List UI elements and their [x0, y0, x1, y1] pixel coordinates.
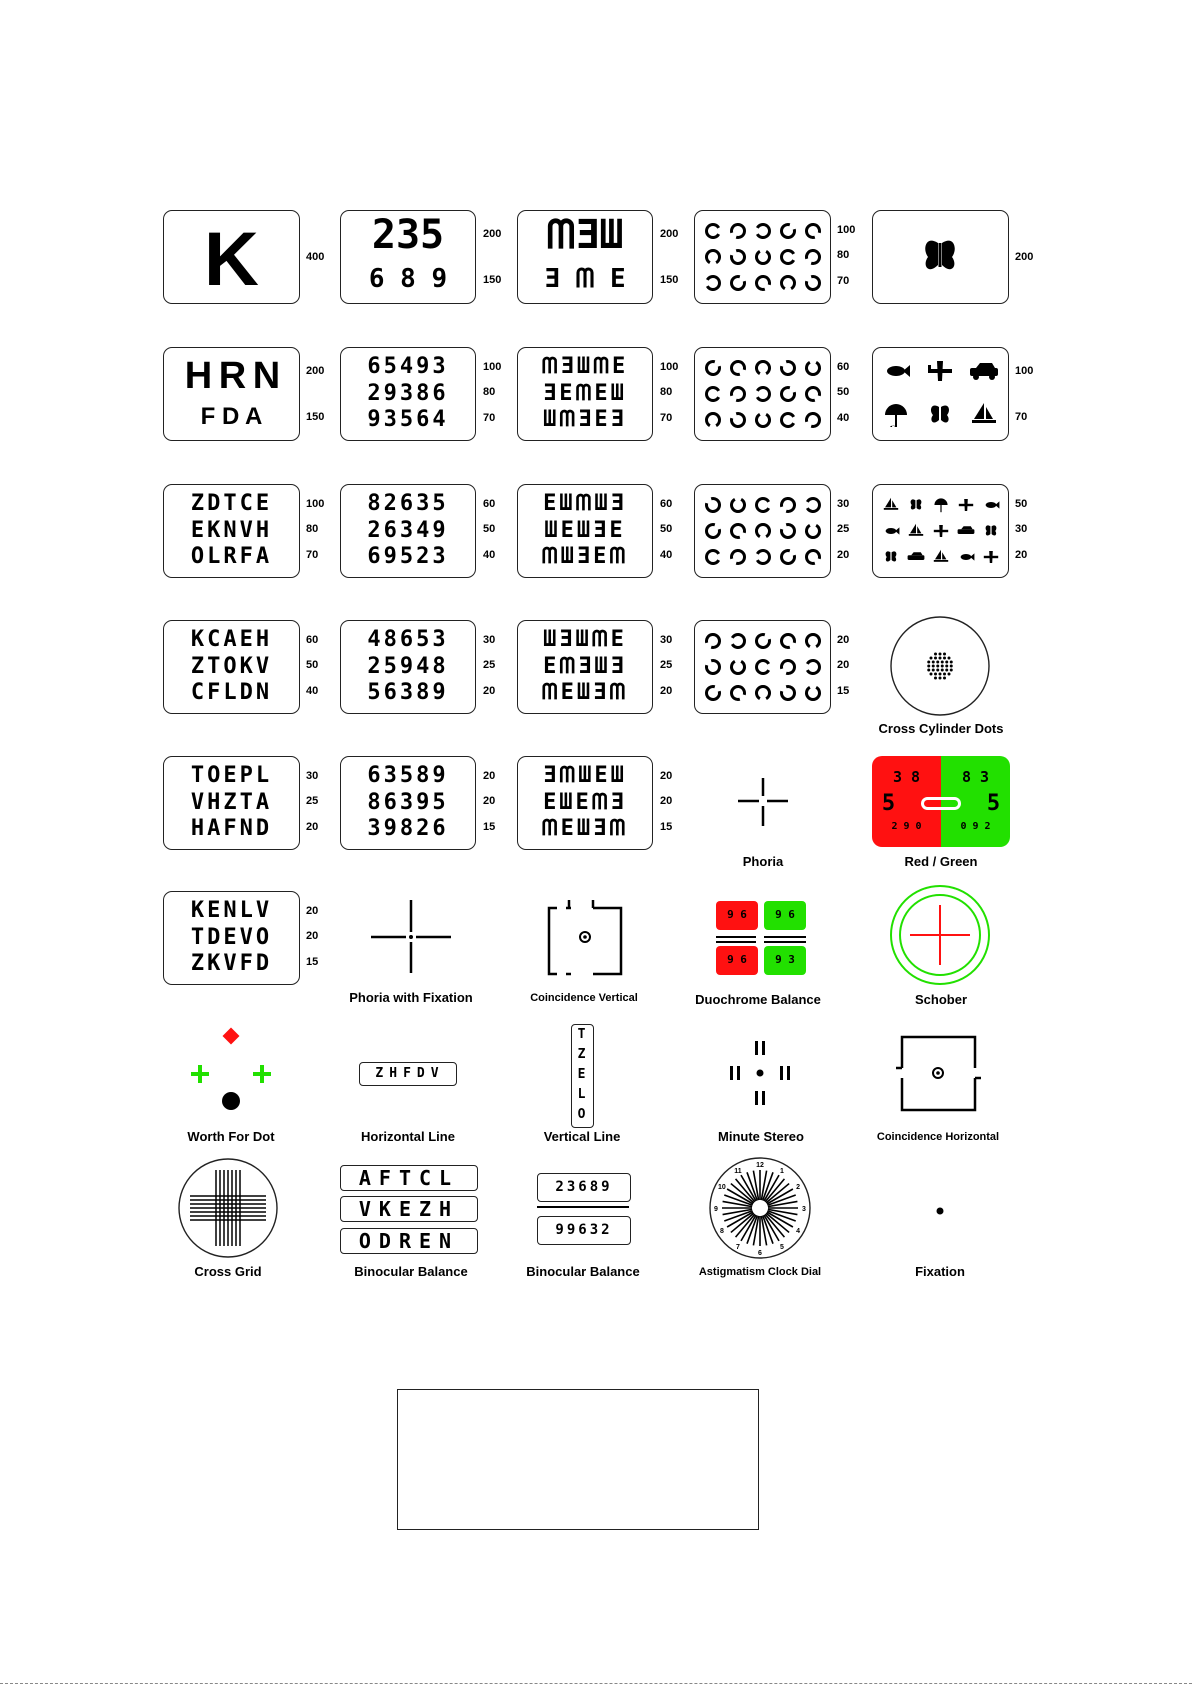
chart-row: CFLDN — [190, 680, 273, 705]
vertical-letter: E — [577, 1067, 586, 1082]
airplane-icon — [959, 499, 973, 511]
landolt-ring — [782, 551, 795, 564]
chart-row: ZDTCE — [190, 491, 273, 516]
chart-row: TDEVO — [190, 925, 273, 950]
landolt-ring — [757, 251, 770, 263]
chart-row: 65493 — [367, 354, 449, 379]
vertical-letter: O — [577, 1107, 586, 1122]
chart-row: Ǝ ᗰ E — [544, 264, 626, 294]
balance-row: AFTCL — [340, 1165, 478, 1191]
dot — [934, 657, 937, 660]
dial-number: 11 — [734, 1167, 742, 1175]
landolt-ring — [707, 635, 720, 648]
balance-row: VKEZH — [340, 1196, 478, 1222]
dot — [934, 653, 937, 656]
duochrome-text: 9 6 — [727, 908, 747, 921]
balance-row: 99632 — [537, 1216, 631, 1245]
acuity-label: 30 — [660, 634, 673, 646]
divider — [716, 936, 756, 938]
acuity-label: 20 — [306, 821, 319, 833]
landolt-ring — [807, 635, 820, 647]
chart-row: H R N — [184, 355, 279, 397]
landolt-ring — [732, 499, 745, 511]
caption: Coincidence Horizontal — [876, 1131, 1000, 1143]
dot — [930, 673, 933, 676]
acuity-label: 15 — [660, 821, 673, 833]
rg-text: 5 — [881, 791, 896, 816]
landolt-ring — [732, 414, 745, 427]
caption: Minute Stereo — [718, 1129, 804, 1144]
acuity-label: 70 — [660, 412, 673, 424]
landolt-ring — [807, 225, 820, 238]
coincidence-vertical-icon — [489, 895, 679, 995]
landolt-ring — [732, 661, 745, 673]
acuity-label: 80 — [483, 386, 496, 398]
phoria-fixation-cross-icon — [316, 895, 506, 995]
balance-row: 23689 — [537, 1173, 631, 1202]
chart-row: KCAEH — [190, 627, 273, 652]
acuity-label: 80 — [306, 523, 319, 535]
dot — [945, 669, 948, 672]
dial-number: 6 — [758, 1250, 762, 1257]
dot — [943, 657, 946, 660]
acuity-label: 100 — [306, 498, 325, 510]
chart-row: 235 — [371, 212, 445, 258]
caption: Horizontal Line — [361, 1129, 455, 1144]
landolt-ring — [782, 277, 795, 289]
acuity-label: 100 — [837, 224, 856, 236]
chart-row: 86395 — [367, 790, 449, 815]
caption: Binocular Balance — [354, 1264, 468, 1279]
acuity-label: 50 — [306, 659, 319, 671]
landolt-ring — [757, 225, 769, 238]
acuity-label: 200 — [306, 365, 325, 377]
clock-dial-icon — [665, 1158, 855, 1268]
landolt-ring — [807, 277, 820, 290]
acuity-label: 60 — [306, 634, 319, 646]
acuity-label: 70 — [483, 412, 496, 424]
duochrome-text: 9 6 — [727, 953, 747, 966]
caption: Cross Cylinder Dots — [878, 721, 1004, 736]
chart-row: 26349 — [367, 518, 449, 543]
landolt-ring — [782, 525, 795, 538]
worth-dots-icon — [136, 1030, 326, 1130]
chart-row: EШᗰШƎ — [543, 491, 627, 516]
acuity-label: 60 — [660, 498, 673, 510]
acuity-label: 40 — [660, 549, 673, 561]
dot — [932, 669, 935, 672]
landolt-ring — [782, 251, 794, 264]
acuity-label: 20 — [1015, 549, 1028, 561]
landolt-ring — [807, 525, 820, 537]
caption: Astigmatism Clock Dial — [698, 1266, 822, 1278]
caption: Vertical Line — [543, 1129, 621, 1144]
car-icon — [908, 552, 925, 560]
landolt-ring — [707, 251, 720, 263]
chart-row: ZTOKV — [190, 654, 273, 679]
fish-icon — [961, 553, 975, 560]
dot — [941, 669, 944, 672]
landolt-ring — [782, 414, 794, 427]
acuity-label: 70 — [837, 275, 850, 287]
landolt-ring — [757, 414, 770, 426]
landolt-ring — [707, 661, 720, 674]
rg-text: 2 9 0 — [891, 821, 922, 832]
car-icon — [958, 526, 975, 534]
acuity-label: 20 — [837, 634, 850, 646]
umbrella-icon — [885, 404, 907, 427]
dot — [934, 677, 937, 680]
caption: Worth For Dot — [187, 1129, 275, 1144]
butterfly-icon — [911, 499, 922, 509]
dial-number: 1 — [780, 1167, 784, 1175]
dot — [948, 657, 951, 660]
fixation-dot-icon — [845, 1158, 1035, 1268]
divider — [716, 941, 756, 943]
chart-row: 48653 — [367, 627, 449, 652]
acuity-label: 50 — [483, 523, 496, 535]
acuity-label: 30 — [306, 770, 319, 782]
acuity-label: 15 — [483, 821, 496, 833]
duochrome-text: 9 3 — [775, 953, 795, 966]
vertical-letter: T — [577, 1027, 586, 1042]
dial-number: 5 — [780, 1244, 784, 1252]
landolt-ring — [807, 251, 820, 264]
butterfly-icon — [986, 525, 997, 535]
landolt-ring — [782, 499, 795, 512]
acuity-label: 20 — [306, 930, 319, 942]
rg-text: 5 — [986, 791, 1001, 816]
chart-row: ᗰEШƎᗰ — [541, 816, 629, 841]
caption: Red / Green — [904, 854, 978, 869]
acuity-label: 25 — [306, 795, 319, 807]
acuity-label: 150 — [660, 274, 679, 286]
chart-row: 29386 — [367, 381, 449, 406]
dot — [939, 677, 942, 680]
acuity-label: 15 — [837, 685, 850, 697]
phoria-cross-icon — [668, 760, 858, 860]
chart-row: ШEШƎE — [544, 518, 626, 543]
landolt-ring — [732, 687, 745, 700]
chart-row: OLRFA — [190, 544, 273, 569]
dot — [950, 661, 953, 664]
landolt-ring — [782, 362, 795, 375]
acuity-label: 40 — [837, 412, 850, 424]
landolt-ring — [732, 277, 745, 290]
chart-row: ᗰƎШ — [546, 212, 624, 258]
landolt-ring — [732, 551, 745, 564]
landolt-ring — [807, 687, 820, 699]
picture-symbols — [872, 347, 1009, 441]
chart-row: ᗰШƎEᗰ — [541, 544, 629, 569]
airplane-icon — [928, 361, 952, 381]
acuity-label: 60 — [837, 361, 850, 373]
acuity-label: 20 — [660, 795, 673, 807]
cross-grid-icon — [133, 1158, 323, 1268]
chart-row: 93564 — [367, 407, 449, 432]
duochrome-text: 9 6 — [775, 908, 795, 921]
caption: Fixation — [915, 1264, 965, 1279]
dot — [939, 653, 942, 656]
landolt-ring — [707, 525, 720, 538]
dot — [943, 673, 946, 676]
dot — [943, 653, 946, 656]
acuity-label: 200 — [483, 228, 502, 240]
landolt-ring — [707, 414, 720, 426]
acuity-label: 40 — [306, 685, 319, 697]
caption: Duochrome Balance — [695, 992, 821, 1007]
landolt-ring — [732, 362, 745, 375]
acuity-label: 30 — [483, 634, 496, 646]
sailboat-icon — [972, 403, 996, 423]
caption: Schober — [914, 992, 967, 1007]
dot — [945, 661, 948, 664]
dot — [950, 669, 953, 672]
landolt-ring — [757, 551, 769, 564]
chart-row: VHZTA — [190, 790, 273, 815]
landolt-rings — [694, 347, 831, 441]
dial-number: 10 — [717, 1184, 726, 1191]
oval-ring-icon — [921, 797, 961, 810]
chart-row: EШEᗰƎ — [543, 790, 627, 815]
vertical-letter: Z — [577, 1047, 586, 1062]
chart-row: 69523 — [367, 544, 449, 569]
butterfly-icon — [931, 406, 949, 423]
chart-row: ШᗰƎEƎ — [543, 407, 627, 432]
airplane-icon — [934, 525, 948, 537]
landolt-ring — [707, 551, 719, 564]
page-edge-line — [0, 1683, 1192, 1684]
landolt-ring — [707, 277, 719, 290]
fish-icon — [887, 365, 910, 377]
dot — [927, 661, 930, 664]
airplane-icon — [984, 551, 998, 563]
landolt-ring — [807, 388, 820, 401]
acuity-label: 20 — [660, 770, 673, 782]
acuity-label: 50 — [837, 386, 850, 398]
acuity-label: 400 — [306, 251, 325, 263]
acuity-label: 150 — [306, 411, 325, 423]
dial-number: 7 — [736, 1244, 740, 1252]
landolt-ring — [757, 635, 770, 648]
acuity-label: 100 — [1015, 365, 1034, 377]
landolt-ring — [707, 687, 720, 700]
chart-row: 56389 — [367, 680, 449, 705]
landolt-ring — [807, 551, 820, 564]
blank-box — [397, 1389, 759, 1530]
butterfly-icon — [872, 210, 1009, 304]
dot — [927, 665, 930, 668]
caption: Binocular Balance — [526, 1264, 640, 1279]
landolt-ring — [732, 635, 744, 648]
landolt-ring — [782, 661, 795, 674]
landolt-ring — [757, 277, 770, 290]
picture-symbols — [872, 484, 1009, 578]
dial-number: 12 — [756, 1162, 764, 1169]
acuity-label: 20 — [837, 659, 850, 671]
chart-row: ᗰƎШᗰE — [541, 354, 629, 379]
landolt-ring — [707, 499, 720, 512]
acuity-label: 15 — [306, 956, 319, 968]
acuity-label: 80 — [660, 386, 673, 398]
butterfly-icon — [886, 551, 897, 561]
dial-number: 9 — [714, 1206, 718, 1213]
acuity-label: 100 — [483, 361, 502, 373]
acuity-label: 50 — [660, 523, 673, 535]
acuity-label: 70 — [306, 549, 319, 561]
schober-rings-icon — [846, 885, 1036, 995]
dot — [927, 669, 930, 672]
dot — [939, 657, 942, 660]
caption: Phoria with Fixation — [349, 990, 473, 1005]
rg-text: 3 8 — [892, 768, 921, 786]
landolt-rings — [694, 210, 831, 304]
chart-row: ZKVFD — [190, 951, 273, 976]
vertical-letter: L — [577, 1087, 586, 1102]
caption: Cross Grid — [194, 1264, 262, 1279]
caption: Phoria — [742, 854, 784, 869]
balance-row: ODREN — [340, 1228, 478, 1254]
landolt-ring — [807, 362, 820, 374]
landolt-rings — [694, 484, 831, 578]
chart-row: EᗰƎШƎ — [543, 654, 627, 679]
chart-row: 63589 — [367, 763, 449, 788]
landolt-ring — [707, 362, 720, 375]
umbrella-icon — [934, 498, 947, 512]
horizontal-line-box: ZHFDV — [359, 1062, 457, 1086]
chart-row: KENLV — [190, 898, 273, 923]
chart-row: 6 8 9 — [368, 264, 448, 294]
dot — [941, 661, 944, 664]
landolt-ring — [782, 225, 795, 238]
chart-row: 25948 — [367, 654, 449, 679]
landolt-rings — [694, 620, 831, 714]
chart-row: ᗰEШƎᗰ — [541, 680, 629, 705]
landolt-ring — [757, 388, 769, 401]
dot — [936, 669, 939, 672]
sailboat-icon — [884, 498, 898, 510]
dot — [936, 661, 939, 664]
dial-number: 2 — [796, 1184, 801, 1191]
landolt-ring — [707, 225, 719, 238]
landolt-ring — [807, 414, 820, 427]
car-icon — [970, 363, 998, 380]
acuity-label: 20 — [660, 685, 673, 697]
divider — [764, 941, 806, 943]
landolt-ring — [732, 525, 745, 538]
rg-text: 8 3 — [961, 768, 990, 786]
acuity-label: 20 — [837, 549, 850, 561]
landolt-ring — [807, 661, 819, 674]
coincidence-horizontal-icon — [844, 1030, 1034, 1130]
chart-row: 39826 — [367, 816, 449, 841]
dial-number: 4 — [796, 1228, 801, 1235]
landolt-ring — [782, 687, 795, 700]
chart-row: ШƎШᗰE — [543, 627, 627, 652]
divider — [764, 936, 806, 938]
acuity-label: 200 — [1015, 251, 1034, 263]
dot — [932, 665, 935, 668]
fish-icon — [986, 501, 1000, 508]
acuity-label: 50 — [1015, 498, 1028, 510]
minute-stereo-icon — [666, 1030, 856, 1130]
rg-text: 0 9 2 — [960, 821, 991, 832]
dot — [948, 673, 951, 676]
dot — [945, 665, 948, 668]
acuity-label: 25 — [660, 659, 673, 671]
dot — [943, 677, 946, 680]
acuity-label: 25 — [483, 659, 496, 671]
acuity-label: 20 — [306, 905, 319, 917]
chart-row: ƎᗰШEШ — [543, 763, 627, 788]
dot — [934, 673, 937, 676]
acuity-label: 40 — [483, 549, 496, 561]
acuity-label: 30 — [1015, 523, 1028, 535]
landolt-ring — [732, 225, 745, 238]
chart-row: HAFND — [190, 816, 273, 841]
sailboat-icon — [934, 550, 948, 562]
landolt-ring — [732, 251, 745, 264]
landolt-ring — [782, 388, 795, 401]
acuity-label: 20 — [483, 795, 496, 807]
acuity-label: 60 — [483, 498, 496, 510]
cross-cylinder-dots-icon — [846, 615, 1036, 735]
chart-row: ƎEᗰEШ — [543, 381, 627, 406]
landolt-ring — [757, 362, 770, 374]
fish-icon — [886, 527, 900, 534]
acuity-label: 20 — [483, 770, 496, 782]
chart-row: F D A — [200, 403, 263, 430]
landolt-ring — [807, 499, 819, 512]
landolt-ring — [707, 388, 719, 401]
landolt-ring — [757, 525, 770, 537]
chart-row: EKNVH — [190, 518, 273, 543]
dot — [941, 665, 944, 668]
landolt-ring — [782, 635, 795, 648]
dot — [939, 673, 942, 676]
dial-number: 3 — [802, 1206, 806, 1213]
acuity-label: 20 — [483, 685, 496, 697]
acuity-label: 70 — [1015, 411, 1028, 423]
dot — [936, 665, 939, 668]
sailboat-icon — [909, 524, 923, 536]
chart-row: TOEPL — [190, 763, 273, 788]
acuity-label: 80 — [837, 249, 850, 261]
landolt-ring — [757, 499, 769, 512]
landolt-ring — [757, 661, 769, 674]
dial-number: 8 — [719, 1228, 724, 1235]
acuity-label: 200 — [660, 228, 679, 240]
acuity-label: 100 — [660, 361, 679, 373]
dot — [950, 665, 953, 668]
chart-row: K — [204, 217, 259, 302]
landolt-ring — [757, 687, 770, 699]
dot — [930, 657, 933, 660]
chart-row: 82635 — [367, 491, 449, 516]
caption: Coincidence Vertical — [530, 992, 638, 1004]
acuity-label: 150 — [483, 274, 502, 286]
acuity-label: 25 — [837, 523, 850, 535]
divider — [537, 1206, 629, 1208]
landolt-ring — [732, 388, 745, 401]
acuity-label: 30 — [837, 498, 850, 510]
dot — [932, 661, 935, 664]
